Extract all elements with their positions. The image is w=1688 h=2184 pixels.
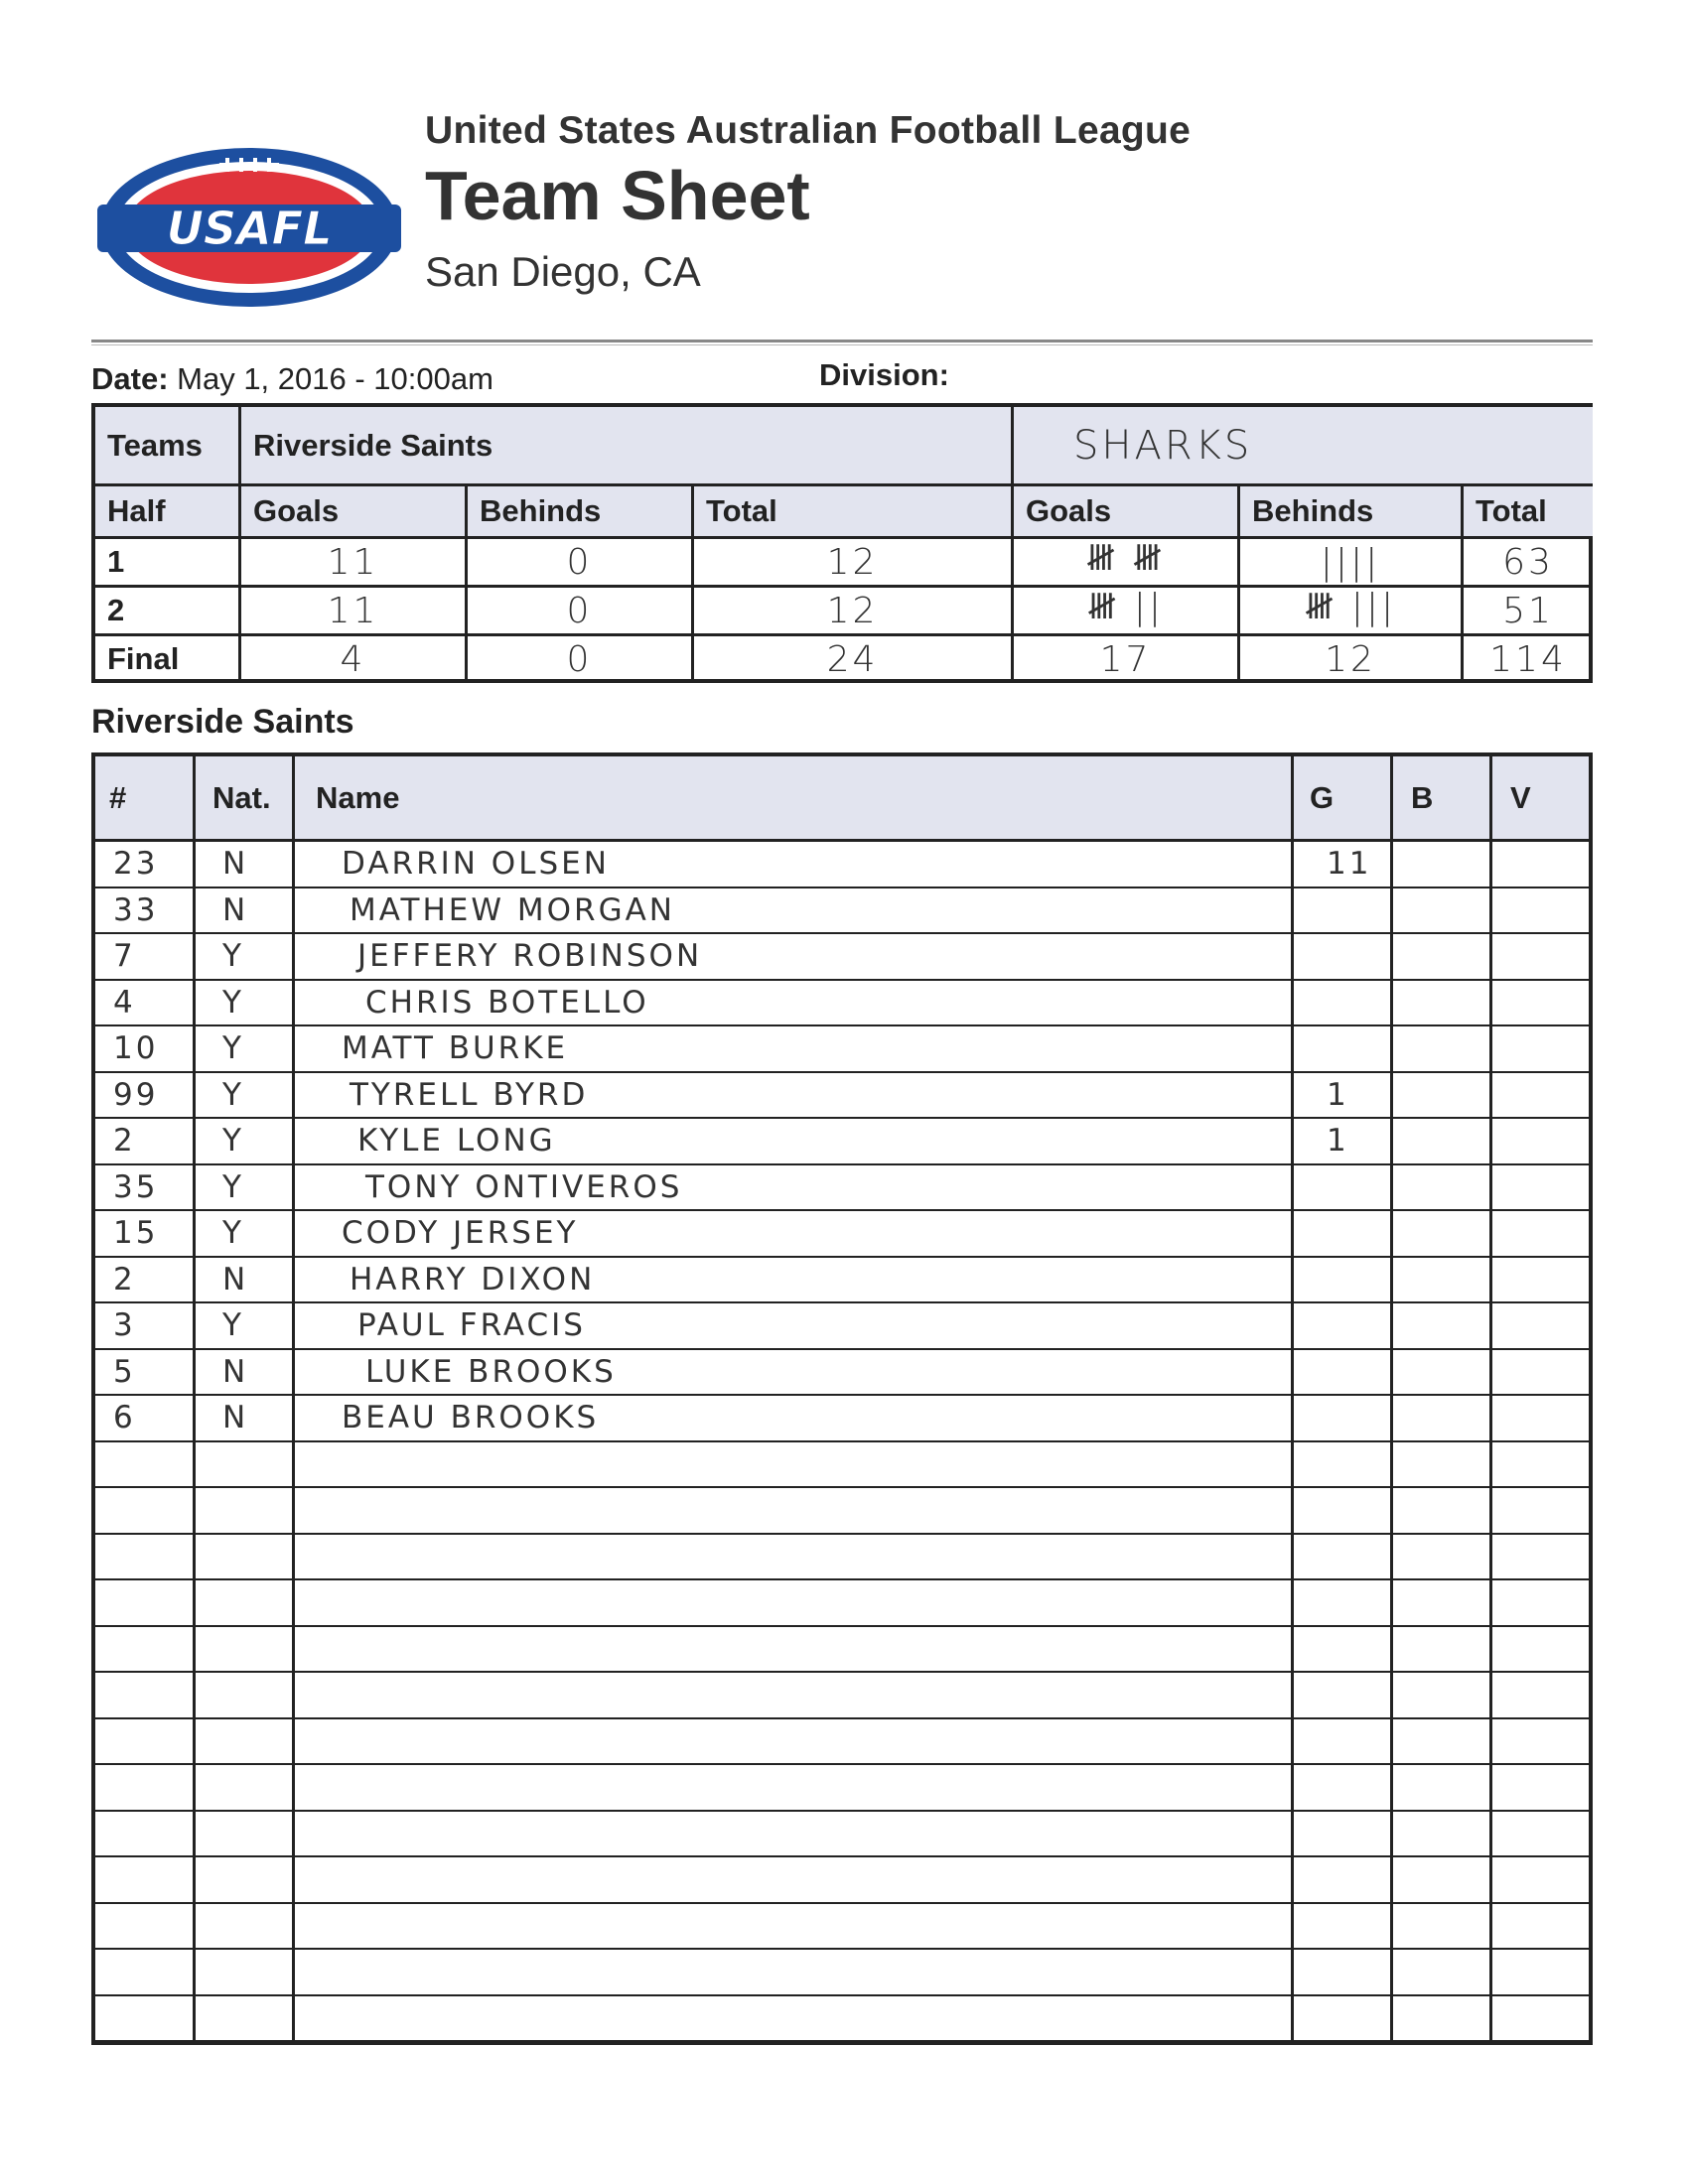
division-label: Division: — [819, 357, 949, 392]
header-divider — [91, 340, 1593, 345]
date-value: May 1, 2016 - 10:00am — [177, 361, 493, 396]
t2-total-h2: 51 — [1502, 590, 1554, 631]
t1-total-header: Total — [694, 486, 1011, 536]
table-row — [95, 1073, 1589, 1120]
player-name — [334, 1442, 350, 1486]
player-nat: Y — [222, 1030, 244, 1066]
player-name: TYRELL BYRD — [350, 1076, 589, 1113]
player-number: 4 — [113, 984, 136, 1021]
grid-line — [1291, 756, 1294, 2041]
t2-goals-final: 17 — [1099, 638, 1152, 680]
usafl-logo — [95, 145, 403, 310]
score-table — [91, 403, 1593, 683]
table-row — [95, 1996, 1589, 2043]
player-number: 2 — [113, 1261, 136, 1297]
col-name-header: Name — [316, 779, 400, 815]
player-nat: Y — [222, 1123, 244, 1159]
col-number-header: # — [109, 779, 127, 815]
player-name — [334, 1904, 365, 1948]
player-nat: Y — [222, 938, 244, 974]
player-name: CHRIS BOTELLO — [365, 984, 649, 1021]
player-number: 6 — [113, 1400, 136, 1435]
player-name: JEFFERY ROBINSON — [357, 938, 703, 974]
teams-label: Teams — [95, 407, 238, 483]
t1-total-h1: 12 — [826, 541, 879, 583]
player-nat: N — [222, 1400, 249, 1435]
table-row — [95, 1258, 1589, 1304]
player-number: 23 — [113, 846, 159, 882]
table-row — [95, 1535, 1589, 1581]
table-row — [95, 1165, 1589, 1212]
player-goals: 1 — [1327, 1076, 1349, 1113]
player-number: 15 — [113, 1215, 159, 1251]
org-name: United States Australian Football League — [425, 109, 1192, 152]
t1-behinds-h2: 0 — [566, 590, 593, 631]
half-2-label: 2 — [107, 593, 125, 627]
table-row — [95, 1488, 1589, 1535]
t1-behinds-final: 0 — [566, 638, 593, 680]
t2-goals-h2: 𝍸 || — [1086, 586, 1165, 627]
player-number: 2 — [113, 1123, 136, 1159]
table-row — [95, 1396, 1589, 1442]
t1-behinds-header: Behinds — [468, 486, 691, 536]
grid-line — [1237, 483, 1240, 679]
player-name — [334, 1535, 365, 1578]
player-name — [334, 1765, 342, 1809]
t1-total-final: 24 — [826, 638, 879, 680]
table-row — [95, 1857, 1589, 1904]
player-name — [334, 1488, 357, 1532]
player-name: TONY ONTIVEROS — [365, 1168, 683, 1205]
date-line — [91, 361, 493, 397]
player-name: LUKE BROOKS — [365, 1353, 617, 1390]
player-name — [334, 1812, 350, 1855]
t1-goals-header: Goals — [241, 486, 465, 536]
t1-total-h2: 12 — [826, 590, 879, 631]
grid-line — [1011, 407, 1014, 679]
player-nat: N — [222, 846, 249, 882]
t2-behinds-h1: |||| — [1320, 541, 1381, 583]
col-nat-header: Nat. — [212, 779, 271, 815]
location: San Diego, CA — [425, 248, 701, 295]
player-nat: N — [222, 891, 249, 928]
player-name — [334, 1673, 357, 1716]
t1-goals-h2: 11 — [327, 590, 379, 631]
player-nat: Y — [222, 1307, 244, 1343]
half-1-label: 1 — [107, 544, 125, 579]
svg-text:USAFL: USAFL — [166, 202, 333, 255]
roster-title: Riverside Saints — [91, 703, 354, 741]
date-label: Date: — [91, 361, 169, 396]
player-name: DARRIN OLSEN — [342, 846, 610, 882]
player-name: BEAU BROOKS — [342, 1400, 600, 1435]
table-row — [95, 842, 1589, 888]
table-row — [95, 1719, 1589, 1766]
table-row — [95, 1950, 1589, 1996]
player-number: 33 — [113, 891, 159, 928]
table-row — [95, 1580, 1589, 1627]
player-name — [334, 1627, 350, 1671]
table-row — [95, 934, 1589, 981]
player-name: CODY JERSEY — [342, 1215, 579, 1251]
t2-goals-header: Goals — [1014, 486, 1237, 536]
grid-line — [95, 633, 1589, 636]
col-goals-header: G — [1310, 779, 1335, 815]
player-nat: Y — [222, 1215, 244, 1251]
roster-header-row — [95, 756, 1589, 842]
table-row — [95, 1627, 1589, 1674]
t2-behinds-h2: 𝍸 ||| — [1304, 586, 1397, 627]
t2-behinds-final: 12 — [1325, 638, 1376, 680]
grid-line — [95, 483, 1589, 486]
team2-name: SHARKS — [1014, 407, 1593, 483]
player-number: 3 — [113, 1307, 136, 1343]
table-row — [95, 1350, 1589, 1397]
player-goals: 1 — [1327, 1123, 1349, 1159]
table-row — [95, 1812, 1589, 1858]
page-title: Team Sheet — [425, 157, 810, 234]
player-goals: 11 — [1327, 846, 1372, 882]
table-row — [95, 1303, 1589, 1350]
half-label: Half — [95, 486, 238, 536]
player-name: KYLE LONG — [357, 1123, 556, 1159]
player-number: 5 — [113, 1353, 136, 1390]
team1-name: Riverside Saints — [241, 407, 1011, 483]
col-votes-header: V — [1510, 779, 1531, 815]
player-number: 7 — [113, 938, 136, 974]
player-nat: Y — [222, 1076, 244, 1113]
table-row — [95, 888, 1589, 935]
player-name — [334, 1719, 365, 1763]
t1-goals-h1: 11 — [327, 541, 379, 583]
grid-line — [95, 585, 1589, 588]
player-name: HARRY DIXON — [350, 1261, 596, 1297]
player-name: PAUL FRACIS — [357, 1307, 586, 1343]
t1-goals-final: 4 — [340, 638, 366, 680]
t2-total-header: Total — [1464, 486, 1593, 536]
grid-line — [691, 483, 694, 679]
table-row — [95, 1026, 1589, 1073]
table-row — [95, 1765, 1589, 1812]
player-number: 10 — [113, 1030, 159, 1066]
player-name: MATHEW MORGAN — [350, 891, 675, 928]
table-row — [95, 1442, 1589, 1489]
table-row — [95, 1211, 1589, 1258]
t2-behinds-header: Behinds — [1240, 486, 1461, 536]
player-nat: N — [222, 1261, 249, 1297]
player-name — [334, 1996, 350, 2040]
t2-total-h1: 63 — [1502, 541, 1554, 583]
t2-total-final: 114 — [1489, 638, 1567, 680]
grid-line — [193, 756, 196, 2041]
t2-goals-h1: 𝍸 𝍸 — [1085, 537, 1166, 579]
player-name — [334, 1857, 357, 1901]
grid-line — [465, 483, 468, 679]
player-nat: Y — [222, 1168, 244, 1205]
table-row — [95, 981, 1589, 1027]
player-nat: Y — [222, 984, 244, 1021]
grid-line — [1390, 756, 1393, 2041]
table-row — [95, 1673, 1589, 1719]
t1-behinds-h1: 0 — [566, 541, 593, 583]
player-name — [334, 1580, 342, 1624]
player-number: 35 — [113, 1168, 159, 1205]
player-number: 99 — [113, 1076, 159, 1113]
player-name: MATT BURKE — [342, 1030, 569, 1066]
grid-line — [238, 407, 241, 679]
grid-line — [292, 756, 295, 2041]
grid-line — [1489, 756, 1492, 2041]
player-nat: N — [222, 1353, 249, 1390]
roster-table — [91, 752, 1593, 2045]
player-name — [334, 1950, 342, 1993]
col-behinds-header: B — [1411, 779, 1434, 815]
table-row — [95, 1119, 1589, 1165]
grid-line — [1461, 483, 1464, 679]
final-label: Final — [107, 641, 180, 676]
grid-line — [95, 536, 1589, 539]
table-row — [95, 1904, 1589, 1951]
